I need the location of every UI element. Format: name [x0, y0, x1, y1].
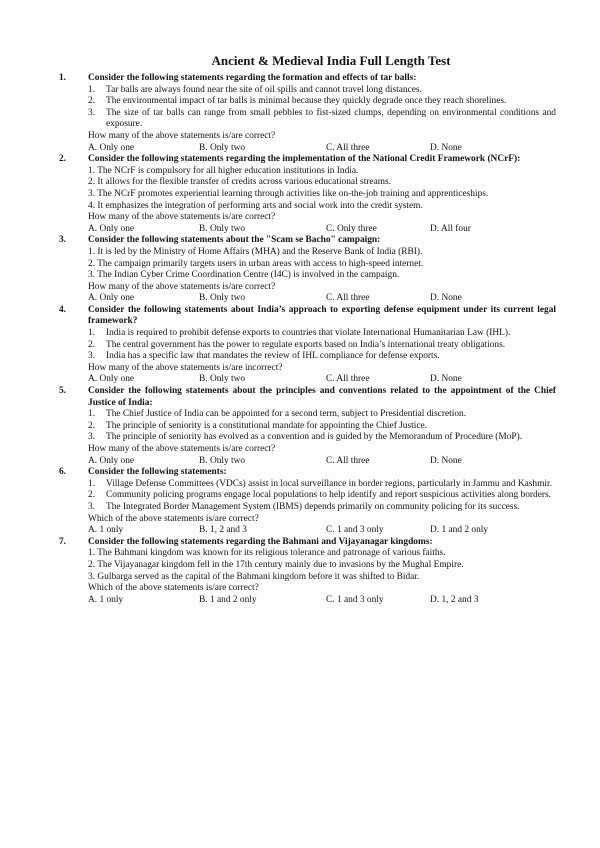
statement-number: 1. — [88, 409, 96, 420]
answer-options — [88, 143, 556, 155]
question-prompt: How many of the above statements is/are correct? — [88, 281, 276, 292]
question-text: Consider the following statements about India’s approach to exporting defense equipment under its current legal framework? — [88, 304, 556, 327]
answer-option: C. All three — [326, 374, 370, 385]
question-1 — [58, 73, 556, 154]
answer-option: D. None — [430, 293, 462, 304]
statement-text: The Integrated Border Management System (IBMS) depends primarily on community policing for its success. — [106, 501, 520, 512]
answer-option: C. 1 and 3 only — [326, 594, 384, 605]
answer-option: A. Only one — [88, 223, 135, 234]
question-number: 1. — [58, 73, 66, 83]
statement-text: The principle of seniority has evolved as a convention and is guided by the Memorandum of Procedure (MoP). — [106, 432, 523, 443]
question-2 — [58, 154, 556, 235]
statement-list — [88, 247, 556, 282]
question-text: Consider the following statements: — [88, 467, 227, 478]
statement — [88, 432, 556, 444]
question-number: 5. — [58, 386, 66, 397]
statement: 3. The Indian Cyber Crime Coordination Centre (I4C) is involved in the campaign. — [88, 270, 400, 281]
statement: 3. Gulbarga served as the capital of the Bahmani kingdom before it was shifted to Bidar. — [88, 571, 420, 582]
answer-option: A. 1 only — [88, 594, 124, 605]
statement-number: 3. — [88, 107, 96, 118]
answer-option: B. 1, 2 and 3 — [199, 525, 247, 536]
statement: 4. It emphasizes the integration of performing arts and social work into the credit system. — [88, 200, 423, 211]
answer-option: C. All three — [326, 293, 370, 304]
statement-text: Community policing programs engage local populations to help identify and report suspicious activities along borders. — [106, 490, 551, 501]
question-list — [58, 73, 556, 606]
answer-option: A. Only one — [88, 455, 135, 466]
answer-option: C. 1 and 3 only — [326, 525, 384, 536]
statement-number: 1. — [88, 84, 96, 95]
statement — [88, 108, 556, 131]
question-prompt: Which of the above statements is/are correct? — [88, 513, 259, 524]
answer-option: D. None — [430, 374, 462, 385]
statement-text: India has a specific law that mandates the review of IHL compliance for defense exports. — [106, 351, 440, 362]
statement-number: 3. — [88, 501, 96, 512]
statement-text: India is required to prohibit defense exports to countries that violate International Humanitarian Law (IHL). — [106, 328, 511, 339]
statement: 3. The NCrF promotes experiential learning through activities like on-the-job training and apprenticeships. — [88, 188, 489, 199]
question-number: 3. — [58, 235, 66, 246]
question-number: 6. — [58, 467, 66, 478]
answer-options — [88, 374, 556, 386]
question-prompt: How many of the above statements is/are incorrect? — [88, 362, 283, 373]
question-text: Consider the following statements about the principles and conventions related to the appointment of the Chief Justice of India: — [88, 386, 556, 408]
statement-list — [88, 328, 556, 363]
answer-option: D. All four — [430, 223, 471, 234]
question-7 — [58, 536, 556, 607]
question-number: 2. — [58, 154, 66, 165]
question-4 — [58, 304, 556, 386]
answer-option: B. Only two — [199, 293, 246, 304]
statement-text: The environmental impact of tar balls is minimal because they quickly degrade once they reach shorelines. — [106, 96, 507, 107]
answer-option: B. Only two — [199, 374, 246, 385]
statement-number: 3. — [88, 432, 96, 443]
statement-number: 3. — [88, 351, 96, 362]
statement — [88, 421, 556, 433]
answer-option: D. 1, 2 and 3 — [430, 594, 479, 605]
statement-text: The principle of seniority is a constitutional mandate for appointing the Chief Justice. — [106, 420, 428, 431]
question-prompt: Which of the above statements is/are correct? — [88, 583, 259, 594]
question-number: 7. — [58, 536, 66, 547]
question-prompt: How many of the above statements is/are correct? — [88, 212, 276, 223]
question-number: 4. — [58, 304, 66, 315]
statement-list — [88, 479, 556, 514]
page-title: Ancient & Medieval India Full Length Test — [211, 53, 451, 68]
statement: 1. The NCrF is compulsory for all higher education institutions in India. — [88, 165, 359, 176]
statement — [88, 328, 556, 340]
question-prompt: How many of the above statements is/are correct? — [88, 130, 276, 141]
statement: 2. The Vijayanagar kingdom fell in the 17th century mainly due to invasions by the Mughal Empire. — [88, 559, 464, 570]
question-5 — [58, 386, 556, 467]
answer-options — [88, 595, 556, 607]
statement-number: 2. — [88, 420, 96, 431]
statement — [88, 479, 556, 491]
answer-option: A. Only one — [88, 374, 135, 385]
statement-number: 1. — [88, 328, 96, 339]
answer-option: D. None — [430, 142, 462, 153]
question-text: Consider the following statements about the "Scam se Bacho" campaign: — [88, 235, 381, 246]
answer-options — [88, 456, 556, 468]
question-6 — [58, 467, 556, 537]
statement-text: The size of tar balls can range from small pebbles to fist-sized clumps, depending on environmental conditions and exposure. — [106, 107, 556, 130]
answer-options — [88, 525, 556, 537]
answer-option: C. Only three — [326, 223, 377, 234]
statement: 1. The Bahmani kingdom was known for its religious tolerance and patronage of various faiths. — [88, 548, 446, 559]
statement-number: 2. — [88, 339, 96, 350]
answer-option: A. Only one — [88, 293, 135, 304]
question-prompt: How many of the above statements is/are correct? — [88, 444, 276, 454]
answer-option: D. 1 and 2 only — [430, 525, 489, 536]
statement — [88, 96, 556, 108]
question-text: Consider the following statements regarding the Bahmani and Vijayanagar kingdoms: — [88, 536, 433, 547]
statement — [88, 85, 556, 97]
statement-number: 2. — [88, 96, 96, 107]
statement — [88, 409, 556, 421]
answer-option: C. All three — [326, 142, 370, 153]
answer-option: B. Only two — [199, 142, 246, 153]
statement-text: The central government has the power to regulate exports based on India’s international treaty obligations. — [106, 339, 506, 350]
statement: 2. The campaign primarily targets users in urban areas with access to high-speed internet. — [88, 258, 424, 269]
question-text: Consider the following statements regarding the implementation of the National Credit Framework (NCrF): — [88, 154, 521, 165]
answer-options — [88, 293, 556, 305]
statement-text: Village Defense Committees (VDCs) assist in local surveillance in border regions, particularly in Jammu and Kashmir. — [106, 478, 552, 489]
statement-number: 2. — [88, 490, 96, 501]
answer-option: D. None — [430, 455, 462, 466]
statement — [88, 340, 556, 352]
statement: 1. It is led by the Ministry of Home Affairs (MHA) and the Reserve Bank of India (RBI). — [88, 246, 423, 257]
statement: 2. It allows for the flexible transfer of credits across various educational streams. — [88, 177, 392, 188]
statement-list — [88, 85, 556, 131]
statement — [88, 490, 556, 502]
statement-list — [88, 166, 556, 212]
statement — [88, 351, 556, 363]
answer-option: A. 1 only — [88, 525, 124, 536]
statement-number: 1. — [88, 478, 96, 489]
statement-text: Tar balls are always found near the site of oil spills and cannot travel long distances. — [106, 84, 422, 95]
question-3 — [58, 235, 556, 305]
statement-list — [88, 548, 556, 583]
answer-option: B. Only two — [199, 455, 246, 466]
answer-option: C. All three — [326, 455, 370, 466]
statement-list — [88, 409, 556, 444]
answer-option: A. Only one — [88, 142, 135, 153]
answer-option: B. 1 and 2 only — [199, 594, 257, 605]
answer-option: B. Only two — [199, 223, 246, 234]
statement — [88, 502, 556, 514]
question-text: Consider the following statements regarding the formation and effects of tar balls: — [88, 73, 417, 83]
answer-options — [88, 224, 556, 236]
statement-text: The Chief Justice of India can be appointed for a second term, subject to Presidential discretion. — [106, 409, 467, 420]
